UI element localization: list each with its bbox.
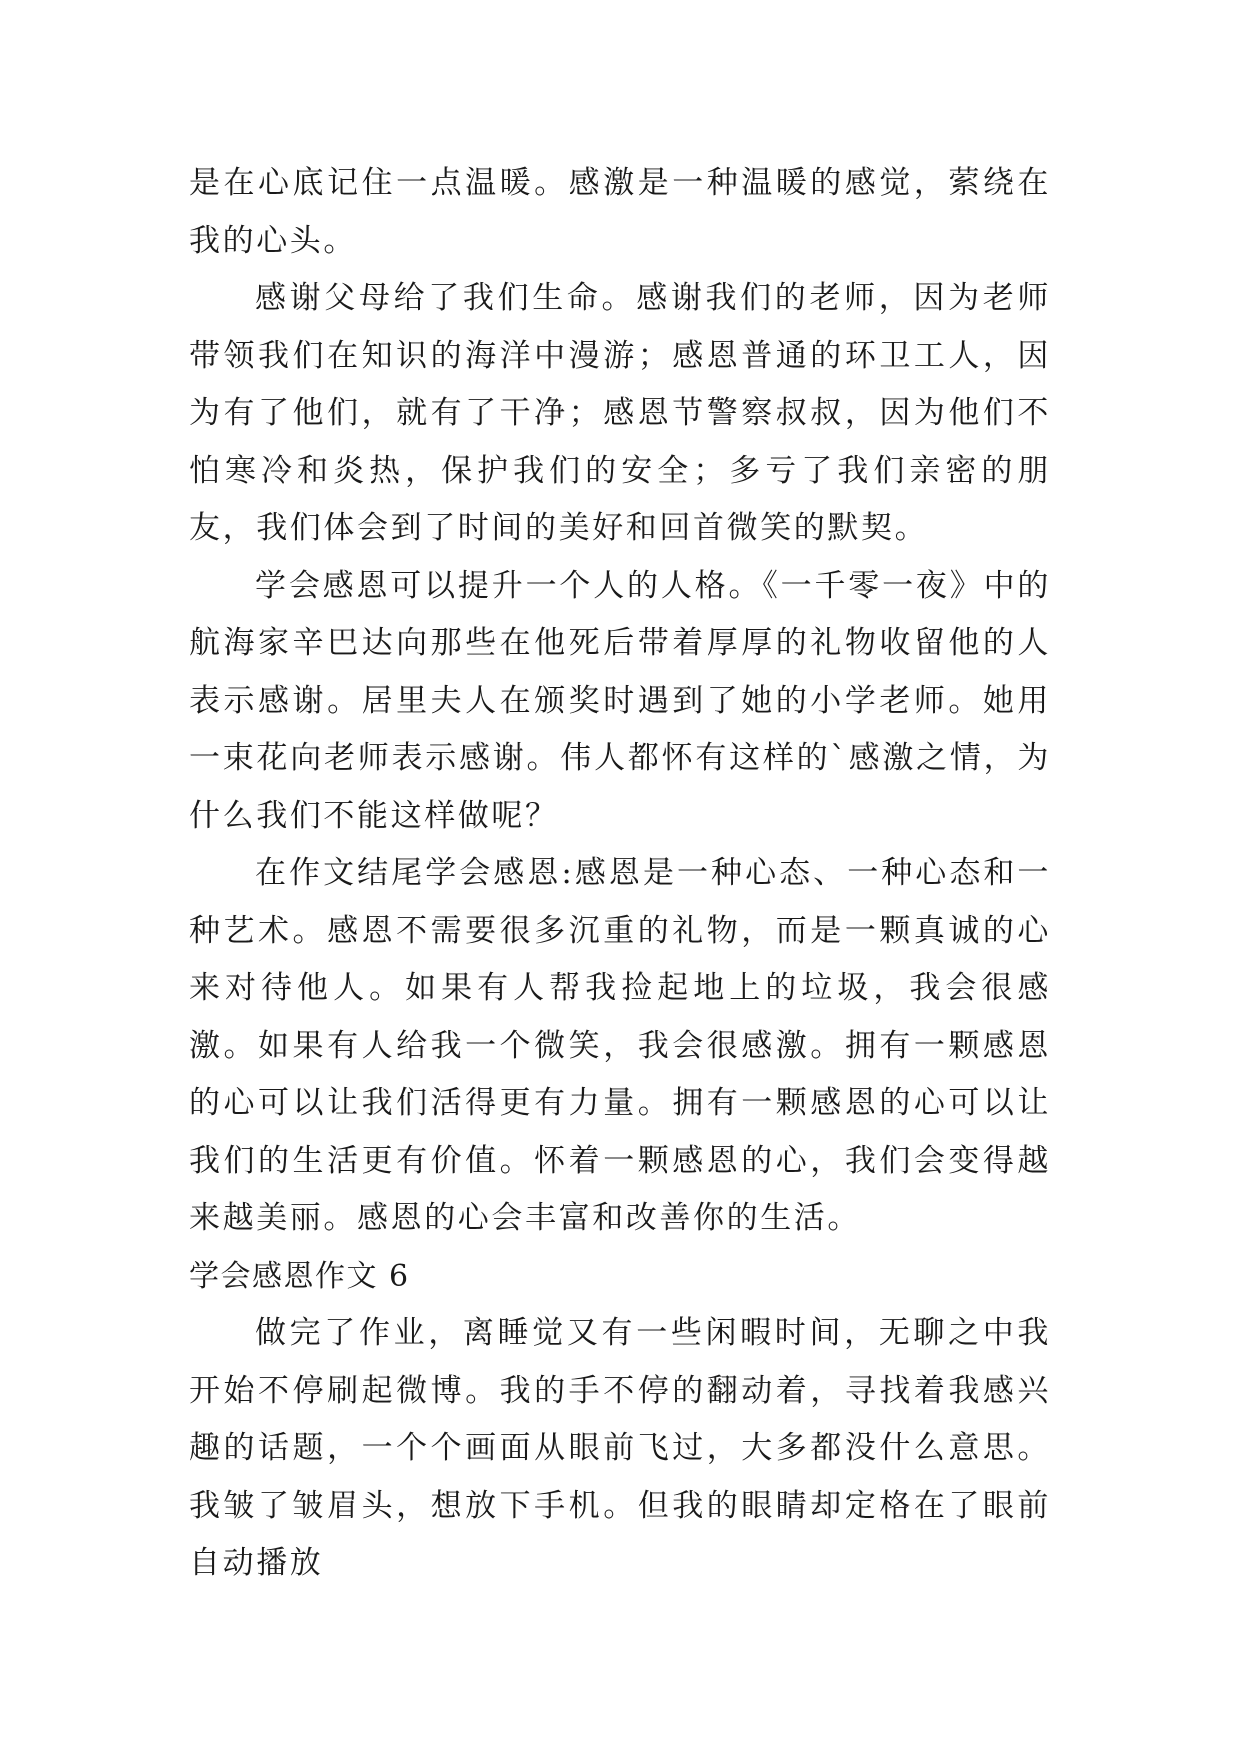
document-body	[189, 155, 1051, 1593]
paragraph-1: 是在心底记住一点温暖。感激是一种温暖的感觉，萦绕在我的心头。	[189, 165, 1051, 259]
paragraph-2: 感谢父母给了我们生命。感谢我们的老师，因为老师带领我们在知识的海洋中漫游；感恩普通的环卫工人，因为有了他们，就有了干净；感恩节警察叔叔，因为他们不怕寒冷和炎热，保护我们的安全；多亏了我们亲密的朋友，我们体会到了时间的美好和回首微笑的默契。	[189, 280, 1051, 546]
paragraph-3: 学会感恩可以提升一个人的人格。《一千零一夜》中的航海家辛巴达向那些在他死后带着厚厚的礼物收留他的人表示感谢。居里夫人在颁奖时遇到了她的小学老师。她用一束花向老师表示感谢。伟人都怀有这样的`感激之情，为什么我们不能这样做呢？	[189, 567, 1051, 834]
section-heading: 学会感恩作文 6	[189, 1258, 410, 1294]
paragraph-5: 做完了作业，离睡觉又有一些闲暇时间，无聊之中我开始不停刷起微博。我的手不停的翻动着，寻找着我感兴趣的话题，一个个画面从眼前飞过，大多都没什么意思。我皱了皱眉头，想放下手机。但我的眼睛却定格在了眼前自动播放	[189, 1315, 1051, 1581]
paragraph-4: 在作文结尾学会感恩:感恩是一种心态、一种心态和一种艺术。感恩不需要很多沉重的礼物，而是一颗真诚的心来对待他人。如果有人帮我捡起地上的垃圾，我会很感激。如果有人给我一个微笑，我会很感激。拥有一颗感恩的心可以让我们活得更有力量。拥有一颗感恩的心可以让我们的生活更有价值。怀着一颗感恩的心，我们会变得越来越美丽。感恩的心会丰富和改善你的生活。	[189, 855, 1051, 1236]
